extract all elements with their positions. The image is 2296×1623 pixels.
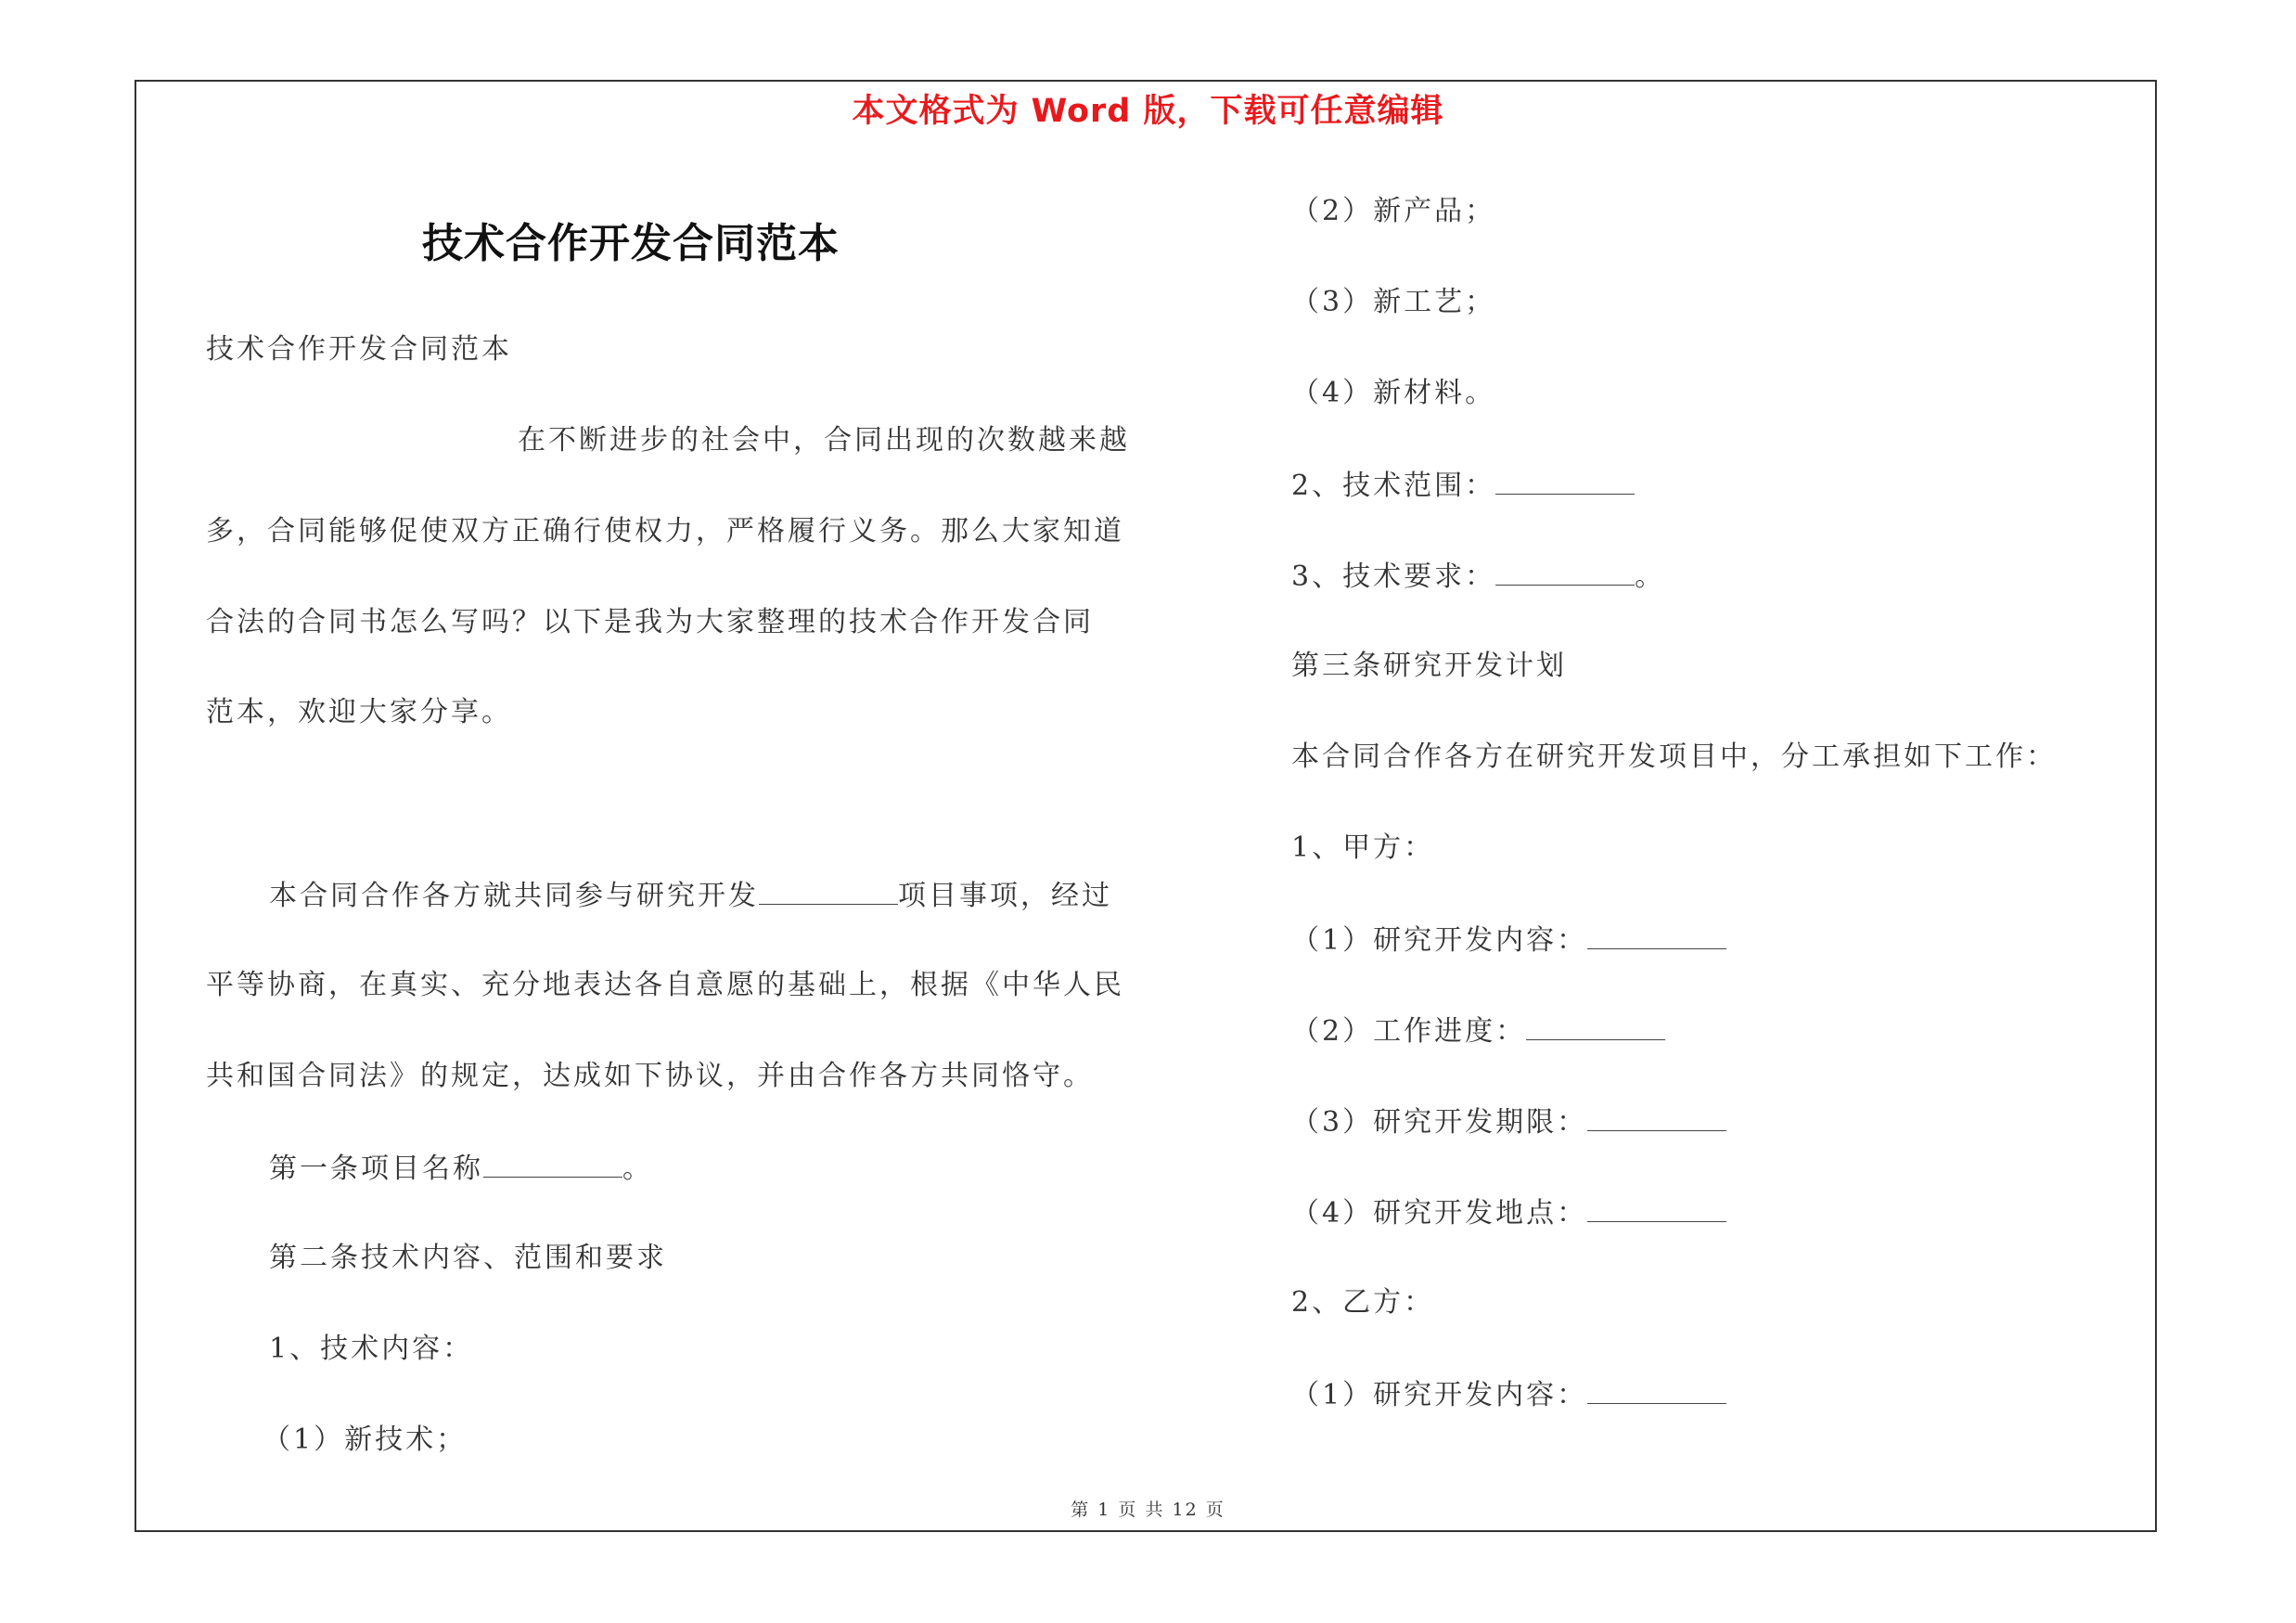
party-a-progress-blank-field — [1526, 1011, 1665, 1040]
new-material-item: （4）新材料。 — [1291, 377, 1496, 409]
division-of-work: 本合同合作各方在研究开发项目中，分工承担如下工作： — [1291, 741, 2057, 773]
tech-scope-label: 2、技术范围： — [1291, 470, 1496, 502]
party-a-content — [1291, 921, 1726, 960]
tech-scope-blank-field — [1495, 466, 1635, 495]
paragraph-1-line-3: 共和国合同法》的规定，达成如下协议，并由合作各方共同恪守。 — [206, 1060, 1094, 1092]
party-a-heading: 1、甲方： — [1291, 831, 1435, 864]
party-a-location — [1291, 1193, 1726, 1232]
intro-line-3: 合法的合同书怎么写吗？以下是我为大家整理的技术合作开发合同 — [206, 606, 1094, 638]
intro-line-2: 多，合同能够促使双方正确行使权力，严格履行义务。那么大家知道 — [206, 515, 1124, 547]
new-product-item: （2）新产品； — [1291, 195, 1496, 227]
party-a-period-label: （3）研究开发期限： — [1291, 1106, 1588, 1139]
page-footer: 第 1 页 共 12 页 — [1071, 1500, 1225, 1520]
party-a-period — [1291, 1102, 1726, 1141]
party-a-content-label: （1）研究开发内容： — [1291, 924, 1588, 957]
party-a-content-blank-field — [1587, 921, 1726, 949]
party-b-content — [1291, 1375, 1726, 1414]
tech-requirements-blank-field — [1495, 557, 1635, 586]
article-2: 第二条技术内容、范围和要求 — [269, 1242, 667, 1274]
tech-requirements-end: 。 — [1635, 560, 1666, 593]
document-title: 技术合作开发合同范本 — [422, 220, 840, 267]
party-b-heading: 2、乙方： — [1291, 1286, 1435, 1319]
tech-requirements — [1291, 557, 1665, 596]
paragraph-1-suffix: 项目事项，经过 — [898, 880, 1112, 912]
paragraph-1-line-1 — [269, 876, 1112, 915]
document-subtitle: 技术合作开发合同范本 — [206, 333, 512, 366]
party-a-progress — [1291, 1011, 1665, 1050]
project-name-blank-field — [483, 1149, 622, 1178]
intro-line-4: 范本，欢迎大家分享。 — [206, 696, 512, 728]
article-3: 第三条研究开发计划 — [1291, 650, 1567, 682]
party-a-period-blank-field — [1587, 1102, 1726, 1131]
new-tech-item: （1）新技术； — [263, 1423, 468, 1456]
party-b-content-label: （1）研究开发内容： — [1291, 1379, 1588, 1411]
article-1-label: 第一条项目名称 — [269, 1153, 483, 1185]
party-a-progress-label: （2）工作进度： — [1291, 1015, 1527, 1048]
party-a-location-label: （4）研究开发地点： — [1291, 1197, 1588, 1230]
article-1-end: 。 — [622, 1153, 653, 1185]
party-b-content-blank-field — [1587, 1375, 1726, 1404]
page-frame — [135, 80, 2157, 1532]
tech-scope — [1291, 466, 1635, 505]
paragraph-1-line-2: 平等协商，在真实、充分地表达各自意愿的基础上，根据《中华人民 — [206, 969, 1124, 1001]
intro-line-1: 在不断进步的社会中，合同出现的次数越来越 — [518, 424, 1130, 457]
paragraph-1-prefix: 本合同合作各方就共同参与研究开发 — [269, 880, 759, 912]
word-format-banner: 本文格式为 Word 版，下载可任意编辑 — [852, 93, 1444, 130]
article-1 — [269, 1149, 653, 1188]
new-process-item: （3）新工艺； — [1291, 286, 1496, 318]
party-a-location-blank-field — [1587, 1193, 1726, 1222]
tech-requirements-label: 3、技术要求： — [1291, 560, 1496, 593]
project-blank-field — [759, 876, 898, 905]
tech-content-heading: 1、技术内容： — [269, 1333, 474, 1365]
